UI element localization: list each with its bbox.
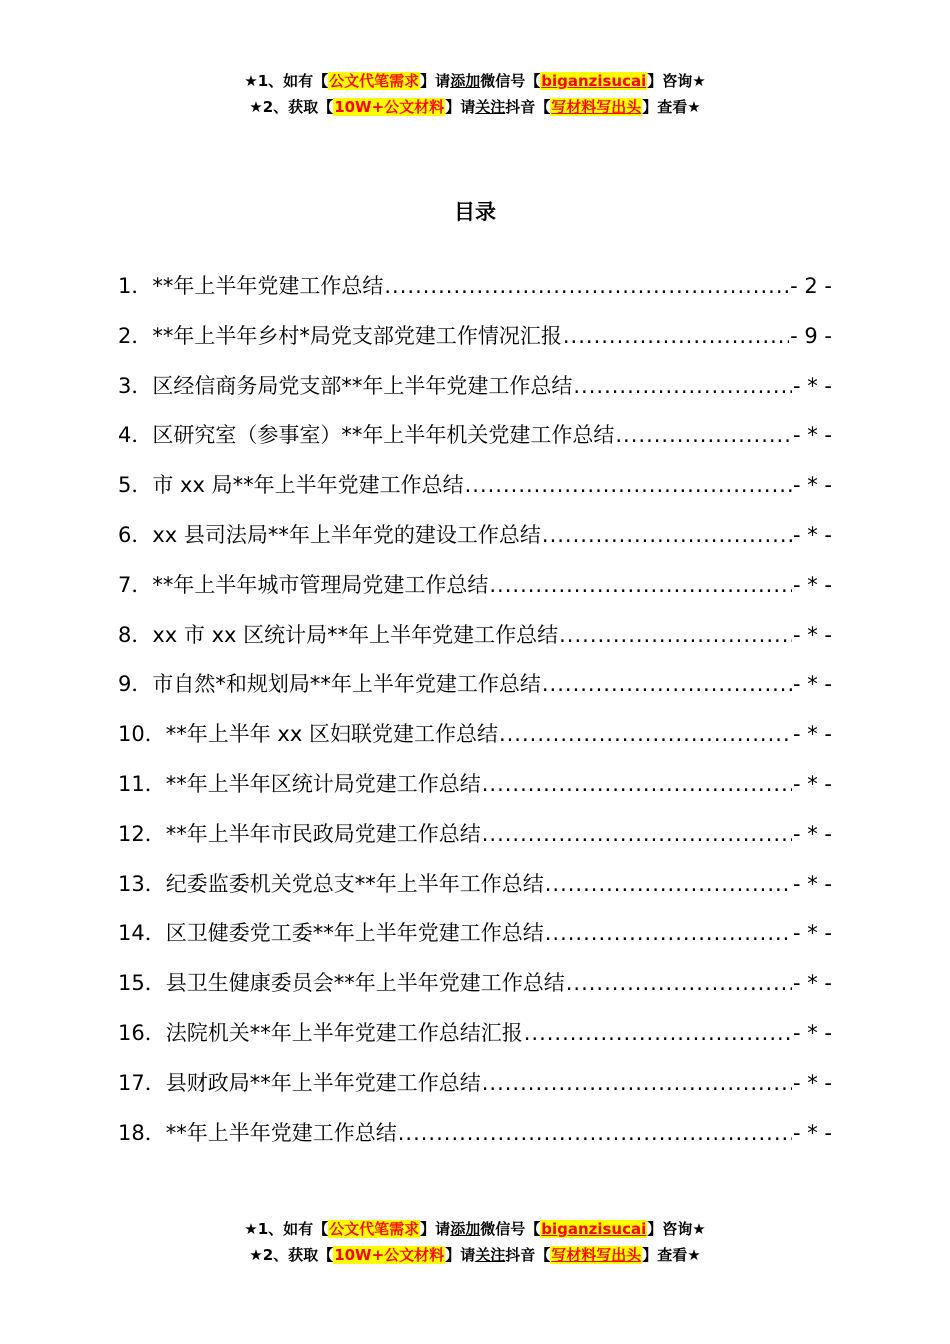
toc-leader — [563, 320, 789, 352]
banner-highlight: 公文代笔需求 — [329, 72, 420, 90]
toc-title: 法院机关**年上半年党建工作总结汇报 — [165, 1020, 523, 1045]
toc-title: 市 xx 局**年上半年党建工作总结 — [152, 473, 464, 498]
toc-entry[interactable] — [118, 668, 832, 718]
toc-page: - 2 - — [790, 274, 832, 298]
toc-entry[interactable] — [118, 868, 832, 918]
toc-leader — [482, 1067, 792, 1099]
banner-highlight: 10W+公文材料 — [334, 98, 445, 116]
toc-entry[interactable] — [118, 1017, 832, 1067]
toc-title: **年上半年乡村*局党支部党建工作情况汇报 — [152, 323, 562, 348]
toc-leader — [559, 619, 792, 651]
toc-number: 17． — [118, 1070, 166, 1095]
toc-page: - * - — [792, 572, 832, 597]
banner-underline: 关注 — [475, 98, 506, 116]
toc-number: 4． — [118, 423, 153, 448]
toc-entry[interactable] — [118, 469, 832, 519]
toc-number: 5． — [118, 473, 153, 498]
toc-page: - * - — [792, 672, 832, 697]
toc-number: 2． — [118, 323, 153, 348]
toc-entry[interactable] — [118, 619, 832, 669]
toc-leader — [482, 818, 792, 850]
banner-underline: 添加 — [450, 1220, 481, 1238]
toc-entry[interactable] — [118, 569, 832, 619]
banner-text: 】咨询★ — [647, 1220, 706, 1238]
toc-title: 区卫健委党工委**年上半年党建工作总结 — [165, 921, 544, 946]
toc-title: **年上半年党建工作总结 — [152, 274, 384, 298]
toc-title: xx 县司法局**年上半年党的建设工作总结 — [152, 522, 541, 547]
toc-entry[interactable] — [118, 768, 832, 818]
banner-text: 】查看★ — [642, 1246, 701, 1264]
toc-entry[interactable] — [118, 320, 832, 370]
banner-text: 微信号【 — [480, 72, 541, 90]
toc-title: **年上半年党建工作总结 — [165, 1120, 397, 1145]
toc-page: - * - — [792, 921, 832, 946]
banner-line-2 — [0, 1242, 950, 1268]
toc-title: xx 市 xx 区统计局**年上半年党建工作总结 — [152, 622, 559, 647]
toc-page: - * - — [792, 871, 832, 896]
toc-leader — [489, 569, 792, 601]
toc-title: **年上半年 xx 区妇联党建工作总结 — [165, 722, 498, 747]
banner-underline: 关注 — [475, 1246, 506, 1264]
toc-leader — [499, 718, 792, 750]
toc-page: - * - — [792, 1120, 832, 1145]
banner-text: 】请 — [420, 72, 451, 90]
header-banner — [0, 68, 950, 120]
toc-leader — [524, 1017, 792, 1049]
footer-banner — [0, 1216, 950, 1268]
toc-page: - 9 - — [790, 323, 832, 348]
toc-title: 县财政局**年上半年党建工作总结 — [165, 1070, 481, 1095]
toc-entry[interactable] — [118, 1117, 832, 1167]
banner-text: 】请 — [445, 98, 476, 116]
banner-text: 】咨询★ — [647, 72, 706, 90]
toc-page: - * - — [792, 1020, 832, 1045]
toc-leader — [545, 868, 792, 900]
banner-text: 抖音【 — [505, 1246, 551, 1264]
toc-number: 18． — [118, 1120, 166, 1145]
banner-highlight: 写材料写出头 — [551, 1246, 642, 1264]
banner-highlight: 公文代笔需求 — [329, 1220, 420, 1238]
banner-underline: 添加 — [450, 72, 481, 90]
toc-number: 10． — [118, 722, 166, 747]
toc-leader — [384, 270, 789, 302]
toc-page: - * - — [792, 821, 832, 846]
toc-leader — [542, 519, 792, 551]
toc-entry[interactable] — [118, 917, 832, 967]
toc-number: 15． — [118, 971, 166, 996]
banner-text: 抖音【 — [505, 98, 551, 116]
toc-page: - * - — [792, 373, 832, 398]
banner-text: 微信号【 — [480, 1220, 541, 1238]
toc-entry[interactable] — [118, 370, 832, 420]
banner-text: ★2、获取【 — [249, 1246, 334, 1264]
banner-text: ★2、获取【 — [249, 98, 334, 116]
page-title: 目录 — [454, 200, 496, 224]
toc-page: - * - — [792, 1070, 832, 1095]
toc-page: - * - — [792, 971, 832, 996]
banner-highlight: biganzisucai — [541, 72, 647, 90]
banner-highlight: 10W+公文材料 — [334, 1246, 445, 1264]
toc-page: - * - — [792, 622, 832, 647]
toc-entry[interactable] — [118, 419, 832, 469]
toc-number: 12． — [118, 821, 166, 846]
toc-number: 3． — [118, 373, 153, 398]
toc-entry[interactable] — [118, 519, 832, 569]
toc-number: 9． — [118, 672, 153, 697]
banner-text: 】请 — [445, 1246, 476, 1264]
toc-entry[interactable] — [118, 718, 832, 768]
toc-entry[interactable] — [118, 818, 832, 868]
banner-text: 】查看★ — [642, 98, 701, 116]
toc-page: - * - — [792, 771, 832, 796]
toc-leader — [615, 419, 792, 451]
toc-leader — [465, 469, 792, 501]
banner-text: ★1、如有【 — [244, 1220, 329, 1238]
toc-number: 13． — [118, 871, 166, 896]
toc-page: - * - — [792, 473, 832, 498]
toc-number: 16． — [118, 1020, 166, 1045]
toc-page: - * - — [792, 722, 832, 747]
banner-line-1 — [0, 1216, 950, 1242]
toc-number: 11． — [118, 771, 166, 796]
table-of-contents — [118, 270, 832, 1166]
toc-title: **年上半年城市管理局党建工作总结 — [152, 572, 489, 597]
toc-entry[interactable] — [118, 270, 832, 320]
banner-line-2 — [0, 94, 950, 120]
toc-title: 县卫生健康委员会**年上半年党建工作总结 — [165, 971, 565, 996]
toc-title: **年上半年区统计局党建工作总结 — [165, 771, 481, 796]
toc-leader — [573, 370, 792, 402]
toc-entry[interactable] — [118, 1067, 832, 1117]
toc-title: 市自然*和规划局**年上半年党建工作总结 — [152, 672, 541, 697]
toc-title: 区研究室（参事室）**年上半年机关党建工作总结 — [152, 423, 615, 448]
banner-text: 】请 — [420, 1220, 451, 1238]
toc-number: 8． — [118, 622, 153, 647]
toc-page: - * - — [792, 522, 832, 547]
banner-highlight: biganzisucai — [541, 1220, 647, 1238]
toc-leader — [398, 1117, 792, 1149]
toc-number: 14． — [118, 921, 166, 946]
toc-entry[interactable] — [118, 967, 832, 1017]
toc-title: 纪委监委机关党总支**年上半年工作总结 — [165, 871, 544, 896]
banner-text: ★1、如有【 — [244, 72, 329, 90]
toc-number: 1． — [118, 274, 153, 298]
banner-highlight: 写材料写出头 — [551, 98, 642, 116]
toc-title: **年上半年市民政局党建工作总结 — [165, 821, 481, 846]
toc-leader — [545, 917, 792, 949]
toc-page: - * - — [792, 423, 832, 448]
toc-number: 7． — [118, 572, 153, 597]
toc-leader — [482, 768, 792, 800]
toc-leader — [542, 668, 792, 700]
toc-title: 区经信商务局党支部**年上半年党建工作总结 — [152, 373, 573, 398]
banner-line-1 — [0, 68, 950, 94]
toc-number: 6． — [118, 522, 153, 547]
toc-leader — [566, 967, 792, 999]
